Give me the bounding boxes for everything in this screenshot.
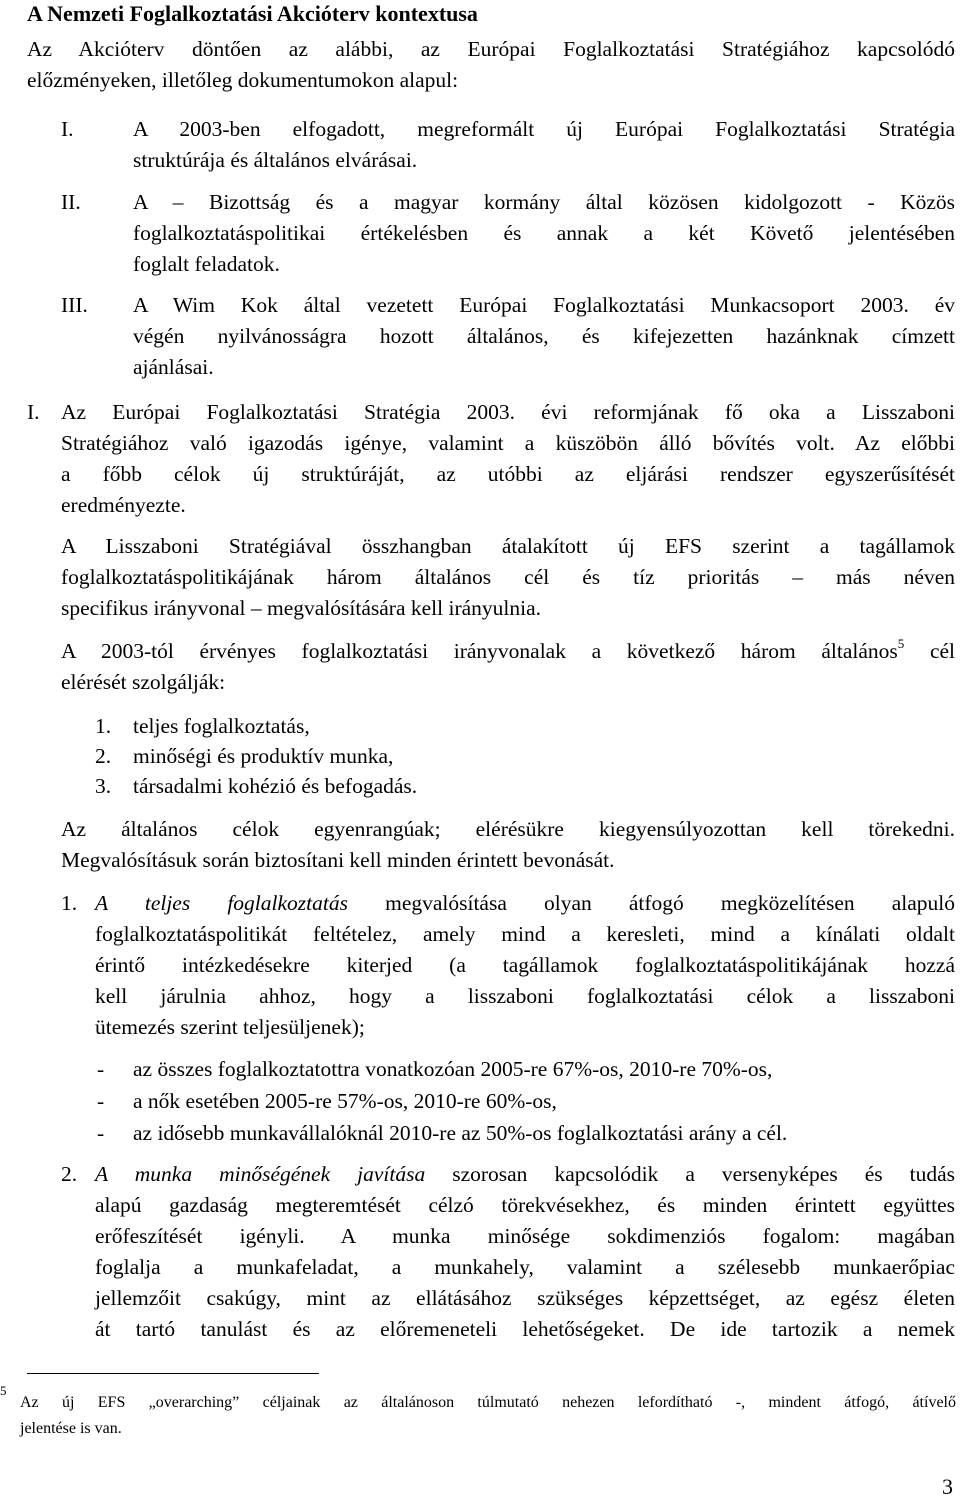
item1-first-line: A teljes foglalkoztatás megvalósítása olyan átfogó megközelítésen alapuló xyxy=(95,891,956,915)
item1-line: foglalkoztatáspolitikát feltételez, amely mind a keresleti, mind a kínálati oldalt xyxy=(95,922,955,946)
item1-paragraph xyxy=(95,888,955,1043)
roman-number: III. xyxy=(61,293,88,317)
item1-line: érintő intézkedésekre kiterjed (a tagállamok foglalkoztatáspolitikájának hozzá xyxy=(95,953,955,977)
footnote-separator xyxy=(27,1373,319,1374)
roman-item-line: foglalkoztatáspolitikai értékelésben és annak a két Követő jelentésében xyxy=(133,221,955,245)
roman-item-line: A – Bizottság és a magyar kormány által közösen kidolgozott - Közös xyxy=(133,190,955,214)
dash-item-text: a nők esetében 2005-re 57%-os, 2010-re 60%-os, xyxy=(133,1089,557,1113)
lisszabon-paragraph xyxy=(61,531,955,624)
item1-line: ütemezés szerint teljesüljenek); xyxy=(95,1015,365,1039)
section-I-line: eredményezte. xyxy=(61,493,186,517)
item-number: 2. xyxy=(61,1162,78,1186)
goal-text: társadalmi kohézió és befogadás. xyxy=(133,774,418,798)
item1-heading: A teljes foglalkoztatás xyxy=(95,891,348,915)
roman-item xyxy=(133,114,955,176)
equal-line: Az általános célok egyenrangúak; elérésükre kiegyensúlyozottan kell törekedni. xyxy=(61,817,955,841)
lisszabon-line: foglalkoztatáspolitikájának három általános cél és tíz prioritás – más néven xyxy=(61,565,955,589)
item2-first-line: A munka minőségének javítása szorosan kapcsolódik a versenyképes és tudás xyxy=(95,1162,956,1186)
page-title: A Nemzeti Foglalkoztatási Akcióterv kontextusa xyxy=(27,1,478,26)
goal-number: 3. xyxy=(95,774,112,798)
intro-paragraph xyxy=(27,34,955,96)
footnote-text xyxy=(20,1390,956,1442)
section-I-line: a főbb célok új struktúráját, az utóbbi az eljárási rendszer egyszerűsítését xyxy=(61,462,955,486)
roman-item-line: foglalt feladatok. xyxy=(133,252,280,276)
irany-line: A 2003-tól érvényes foglalkoztatási irányvonalak a következő három általános$^5$ cél xyxy=(61,635,955,663)
item-number: 1. xyxy=(61,891,78,915)
item2-line: alapú gazdaság megteremtését célzó törekvésekhez, és minden érintett együttes xyxy=(95,1193,955,1217)
roman-number: II. xyxy=(61,190,81,214)
footnote-line: Az új EFS „overarching” céljainak az általánoson túlmutató nehezen lefordítható -, mindent átfogó, átívelő xyxy=(20,1394,956,1411)
section-I-first-line: Az Európai Foglalkoztatási Stratégia 2003. évi reformjának fő oka a Lisszaboni xyxy=(61,400,955,424)
roman-item-line: ajánlásai. xyxy=(133,355,214,379)
section-I-line: Stratégiához való igazodás igénye, valamint a küszöbön álló bővítés volt. Az előbbi xyxy=(61,431,955,455)
equal-line: Megvalósításuk során biztosítani kell minden érintett bevonását. xyxy=(61,848,615,872)
roman-item-line: A Wim Kok által vezetett Európai Foglalkoztatási Munkacsoport 2003. év xyxy=(133,293,955,317)
item2-line: foglalja a munkafeladat, a munkahely, valamint a szélesebb munkaerőpiac xyxy=(95,1255,955,1279)
dash-mark: - xyxy=(97,1057,105,1081)
intro-line: előzményeken, illetőleg dokumentumokon alapul: xyxy=(27,68,459,92)
item2-heading: A munka minőségének javítása xyxy=(95,1162,426,1186)
roman-item-line: végén nyilvánosságra hozott általános, és kifejezetten hazánknak címzett xyxy=(133,324,955,348)
roman-item-line: A 2003-ben elfogadott, megreformált új Európai Foglalkoztatási Stratégia xyxy=(133,117,955,141)
goal-number: 2. xyxy=(95,744,112,768)
section-number: I. xyxy=(27,400,40,424)
lisszabon-line: specifikus irányvonal – megvalósítására kell irányulnia. xyxy=(61,596,542,620)
item2-paragraph xyxy=(95,1159,955,1345)
dash-mark: - xyxy=(97,1089,105,1113)
item2-line: jellemzőit csakúgy, mint az ellátásához szükséges képzettséget, az egész életen xyxy=(95,1286,955,1310)
dash-item-text: az idősebb munkavállalóknál 2010-re az 50%-os foglalkoztatási arány a cél. xyxy=(133,1121,788,1145)
dash-mark: - xyxy=(97,1121,105,1145)
page-number: 3 xyxy=(942,1474,953,1499)
roman-item-line: struktúrája és általános elvárásai. xyxy=(133,148,418,172)
item2-line: át tartó tanulást és az előremeneteli lehetőségeket. De ide tartozik a nemek xyxy=(95,1317,955,1341)
irany-paragraph xyxy=(61,636,955,698)
item2-line: erőfeszítését igényli. A munka minősége sokdimenziós fogalom: magában xyxy=(95,1224,955,1248)
goal-text: minőségi és produktív munka, xyxy=(133,744,394,768)
lisszabon-line: A Lisszaboni Stratégiával összhangban átalakított új EFS szerint a tagállamok xyxy=(61,534,955,558)
intro-line: Az Akcióterv döntően az alábbi, az Európai Foglalkoztatási Stratégiához kapcsolódó xyxy=(27,37,955,61)
section-I-paragraph xyxy=(61,428,955,521)
roman-item xyxy=(133,290,955,383)
footnote-mark: 5 xyxy=(0,1383,7,1398)
goal-number: 1. xyxy=(95,714,112,738)
roman-item xyxy=(133,187,955,280)
irany-line: elérését szolgálják: xyxy=(61,670,226,694)
equal-paragraph xyxy=(61,814,955,876)
footnote-line: jelentése is van. xyxy=(20,1420,122,1437)
dash-item-text: az összes foglalkoztatottra vonatkozóan 2005-re 67%-os, 2010-re 70%-os, xyxy=(133,1057,773,1081)
goal-text: teljes foglalkoztatás, xyxy=(133,714,310,738)
item1-line: kell járulnia ahhoz, hogy a lisszaboni foglalkoztatási célok a lisszaboni xyxy=(95,984,955,1008)
roman-number: I. xyxy=(61,117,74,141)
footnote-reference: 5 xyxy=(897,635,905,651)
